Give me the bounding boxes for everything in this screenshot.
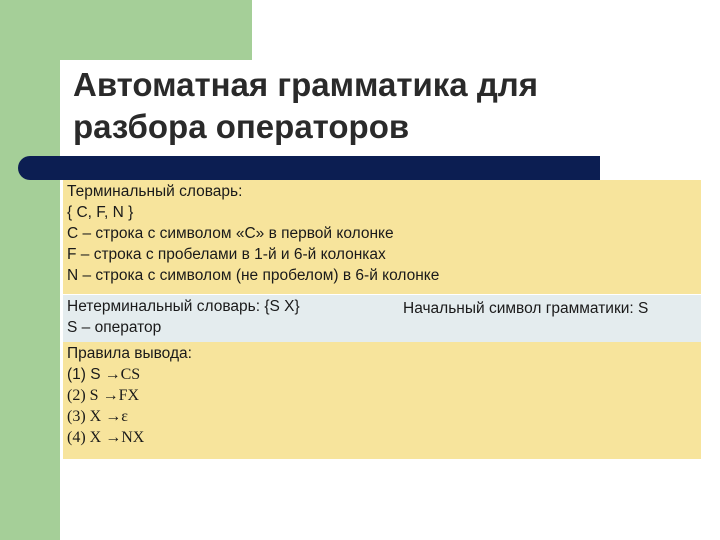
nonterminal-heading: Нетерминальный словарь: {S X} [67, 298, 300, 315]
rule-3-rhs: →ε [101, 408, 128, 425]
production-rules-block [63, 342, 701, 459]
nonterminal-vocabulary-block [63, 295, 701, 342]
slide-title: Автоматная грамматика для разбора операторов [73, 66, 538, 145]
title-divider-bar [18, 156, 600, 180]
green-left-strip [0, 0, 60, 540]
terminal-line-n: N – строка с символом (не пробелом) в 6-й колонке [67, 267, 440, 284]
terminal-line-c: C – строка с символом «C» в первой колонке [67, 225, 394, 242]
terminal-line-f: F – строка с пробелами в 1-й и 6-й колонках [67, 246, 386, 263]
terminal-heading: Терминальный словарь: [67, 183, 243, 200]
rule-3-lhs: (3) X [67, 408, 102, 425]
rule-3 [67, 406, 697, 427]
nonterminal-line: S – оператор [67, 319, 162, 336]
rules-heading: Правила вывода: [67, 345, 192, 362]
rule-2-lhs: (2) S [67, 387, 99, 404]
rule-4-lhs: (4) X [67, 429, 102, 446]
rule-1 [67, 364, 697, 385]
terminal-set: { C, F, N } [67, 204, 134, 221]
rule-2 [67, 385, 697, 406]
rule-1-rhs: →CS [100, 366, 141, 383]
start-symbol-text: Начальный символ грамматики: S [403, 300, 649, 317]
terminal-vocabulary-block [63, 180, 701, 294]
rule-2-rhs: →FX [98, 387, 140, 404]
rule-4-rhs: →NX [101, 429, 145, 446]
rule-1-lhs: (1) S [67, 366, 101, 383]
rule-4 [67, 427, 697, 448]
